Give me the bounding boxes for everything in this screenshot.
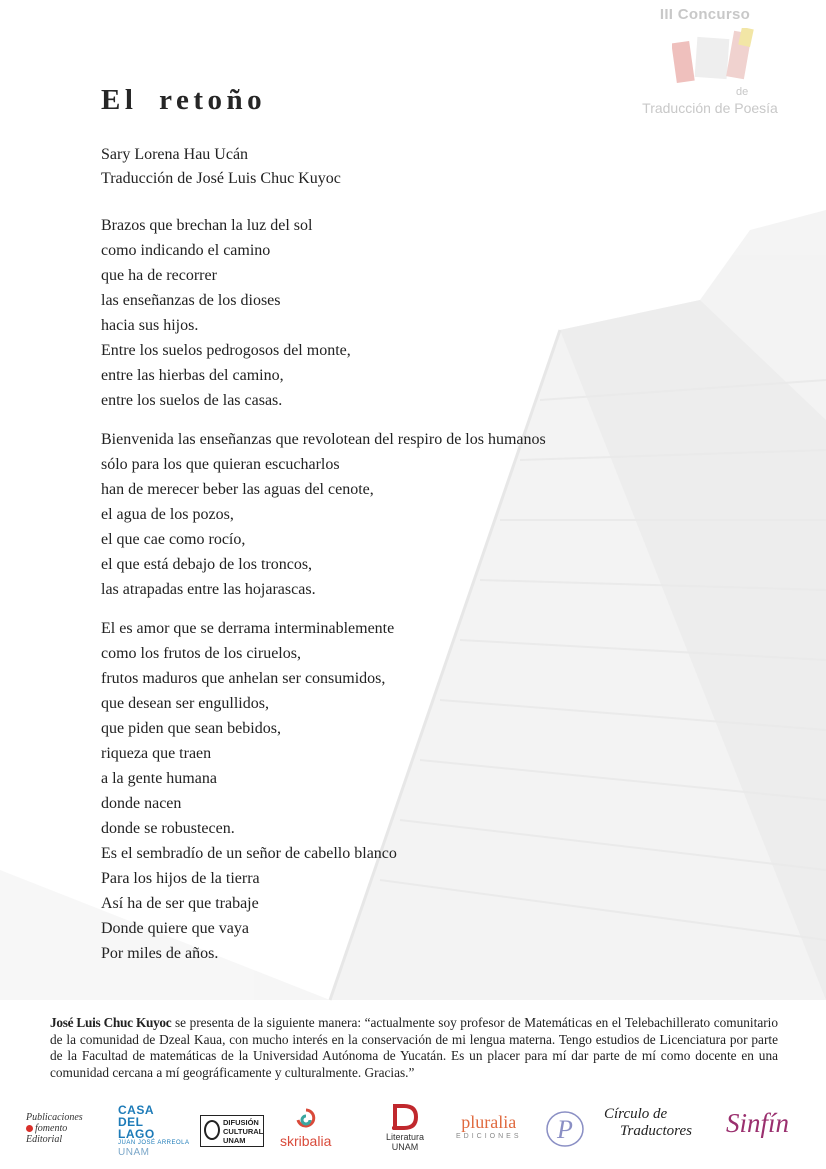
- contest-de: de: [736, 86, 749, 98]
- poem-line: el que está debajo de los troncos,: [101, 556, 313, 573]
- poem-line: sólo para los que quieran escucharlos: [101, 456, 340, 473]
- poem-line: hacia sus hijos.: [101, 317, 199, 334]
- p-circle-logo: [545, 1110, 585, 1153]
- poem-line: las atrapadas entre las hojarascas.: [101, 581, 316, 598]
- logo-text: Editorial: [26, 1134, 63, 1145]
- logo-text: DIFUSIÓN: [223, 1118, 259, 1127]
- poem-line: Así ha de ser que trabaje: [101, 895, 259, 912]
- poem-line: las enseñanzas de los dioses: [101, 292, 281, 309]
- contest-title: III Concurso: [659, 6, 751, 23]
- poem-line: el agua de los pozos,: [101, 506, 234, 523]
- p-letter-icon: [545, 1110, 585, 1148]
- translator-bio: [50, 1015, 778, 1081]
- circulo-traductores-logo: [604, 1106, 692, 1140]
- logo-text: Literatura: [386, 1132, 425, 1142]
- poem-author: Sary Lorena Hau Ucán: [101, 146, 249, 163]
- contest-logo: [620, 6, 790, 116]
- poem-line: entre las hierbas del camino,: [101, 367, 284, 384]
- sponsor-logos: [18, 1100, 818, 1162]
- red-dot-icon: [26, 1125, 33, 1132]
- logo-text: skribalia: [280, 1133, 332, 1149]
- poem-line: Es el sembradío de un señor de cabello blanco: [101, 845, 397, 862]
- casa-del-lago-logo: [118, 1104, 190, 1159]
- logo-text: UNAM: [118, 1147, 150, 1158]
- poem-line: Entre los suelos pedrogosos del monte,: [101, 342, 351, 359]
- poem-line: han de merecer beber las aguas del cenote,: [101, 481, 374, 498]
- logo-text: pluralia: [461, 1112, 517, 1132]
- logo-text: LAGO: [118, 1127, 155, 1141]
- poem-translator: Traducción de José Luis Chuc Kuyoc: [101, 170, 341, 187]
- logo-text: Traductores: [620, 1123, 692, 1139]
- poem-line: Para los hijos de la tierra: [101, 870, 260, 887]
- literatura-d-icon: [390, 1104, 420, 1130]
- publicaciones-logo: [26, 1112, 83, 1145]
- poem-line: el que cae como rocío,: [101, 531, 246, 548]
- poem-line: entre los suelos de las casas.: [101, 392, 283, 409]
- poem-line: que desean ser engullidos,: [101, 695, 269, 712]
- poem-line: Por miles de años.: [101, 945, 219, 962]
- logo-text: UNAM: [391, 1142, 419, 1152]
- poem-line: como los frutos de los ciruelos,: [101, 645, 301, 662]
- bio-name: José Luis Chuc Kuyoc: [50, 1015, 172, 1030]
- logo-text: DEL: [118, 1115, 144, 1129]
- logo-text: CASA: [118, 1103, 155, 1117]
- poem-line: que ha de recorrer: [101, 267, 217, 284]
- literatura-unam-logo: [386, 1104, 424, 1152]
- poem-line: riqueza que traen: [101, 745, 212, 762]
- logo-text: CULTURAL: [223, 1127, 264, 1136]
- poem-line: que piden que sean bebidos,: [101, 720, 281, 737]
- poem-line: Bienvenida las enseñanzas que revolotean del respiro de los humanos: [101, 431, 546, 448]
- poem-credits: [101, 143, 341, 191]
- logo-text: UNAM: [223, 1136, 246, 1145]
- poem-line: El es amor que se derrama interminablemente: [101, 620, 395, 637]
- poem-line: a la gente humana: [101, 770, 217, 787]
- skribalia-swirl-icon: [295, 1108, 317, 1130]
- difusion-glyph-icon: [204, 1120, 220, 1140]
- poem-line: Brazos que brechan la luz del sol: [101, 217, 313, 234]
- contest-subtitle: Traducción de Poesía: [642, 100, 778, 116]
- logo-text: Publicaciones: [26, 1112, 83, 1123]
- stanza-1: [101, 213, 351, 413]
- poem-line: como indicando el camino: [101, 242, 271, 259]
- pluralia-logo: [456, 1112, 522, 1140]
- svg-text:P: P: [557, 1115, 573, 1144]
- poem-line: Donde quiere que vaya: [101, 920, 249, 937]
- difusion-cultural-logo: [200, 1115, 264, 1147]
- logo-text: JUAN JOSÉ ARREOLA: [118, 1140, 190, 1146]
- poem-line: donde se robustecen.: [101, 820, 235, 837]
- stanza-2: [101, 427, 546, 602]
- logo-text: Círculo de: [604, 1106, 668, 1122]
- poem-title: El retoño: [101, 84, 267, 116]
- poem-line: donde nacen: [101, 795, 182, 812]
- skribalia-logo: [280, 1108, 331, 1149]
- stanza-3: [101, 616, 397, 966]
- bio-text: se presenta de la siguiente manera: “actualmente soy profesor de Matemáticas en el Telebachillerato comunitario de la comunidad de Dzeal Kaua, con mucho interés en la conservación de mi lengua materna. Tengo estudios de Licenciatura por parte de la Facultad de matemáticas de la Universidad Autónoma de Yucatán. Es un placer para mí dar parte de mí como docente en una comunidad cercana a mí geográficamente y culturalmente. Gracias.”: [50, 1015, 778, 1080]
- one-by-one-logo-icon: [672, 28, 756, 88]
- logo-text: EDICIONES: [456, 1133, 522, 1140]
- poem-line: frutos maduros que anhelan ser consumidos,: [101, 670, 386, 687]
- sinfin-logo: Sinfín: [726, 1108, 790, 1138]
- logo-text: fomento: [35, 1123, 68, 1134]
